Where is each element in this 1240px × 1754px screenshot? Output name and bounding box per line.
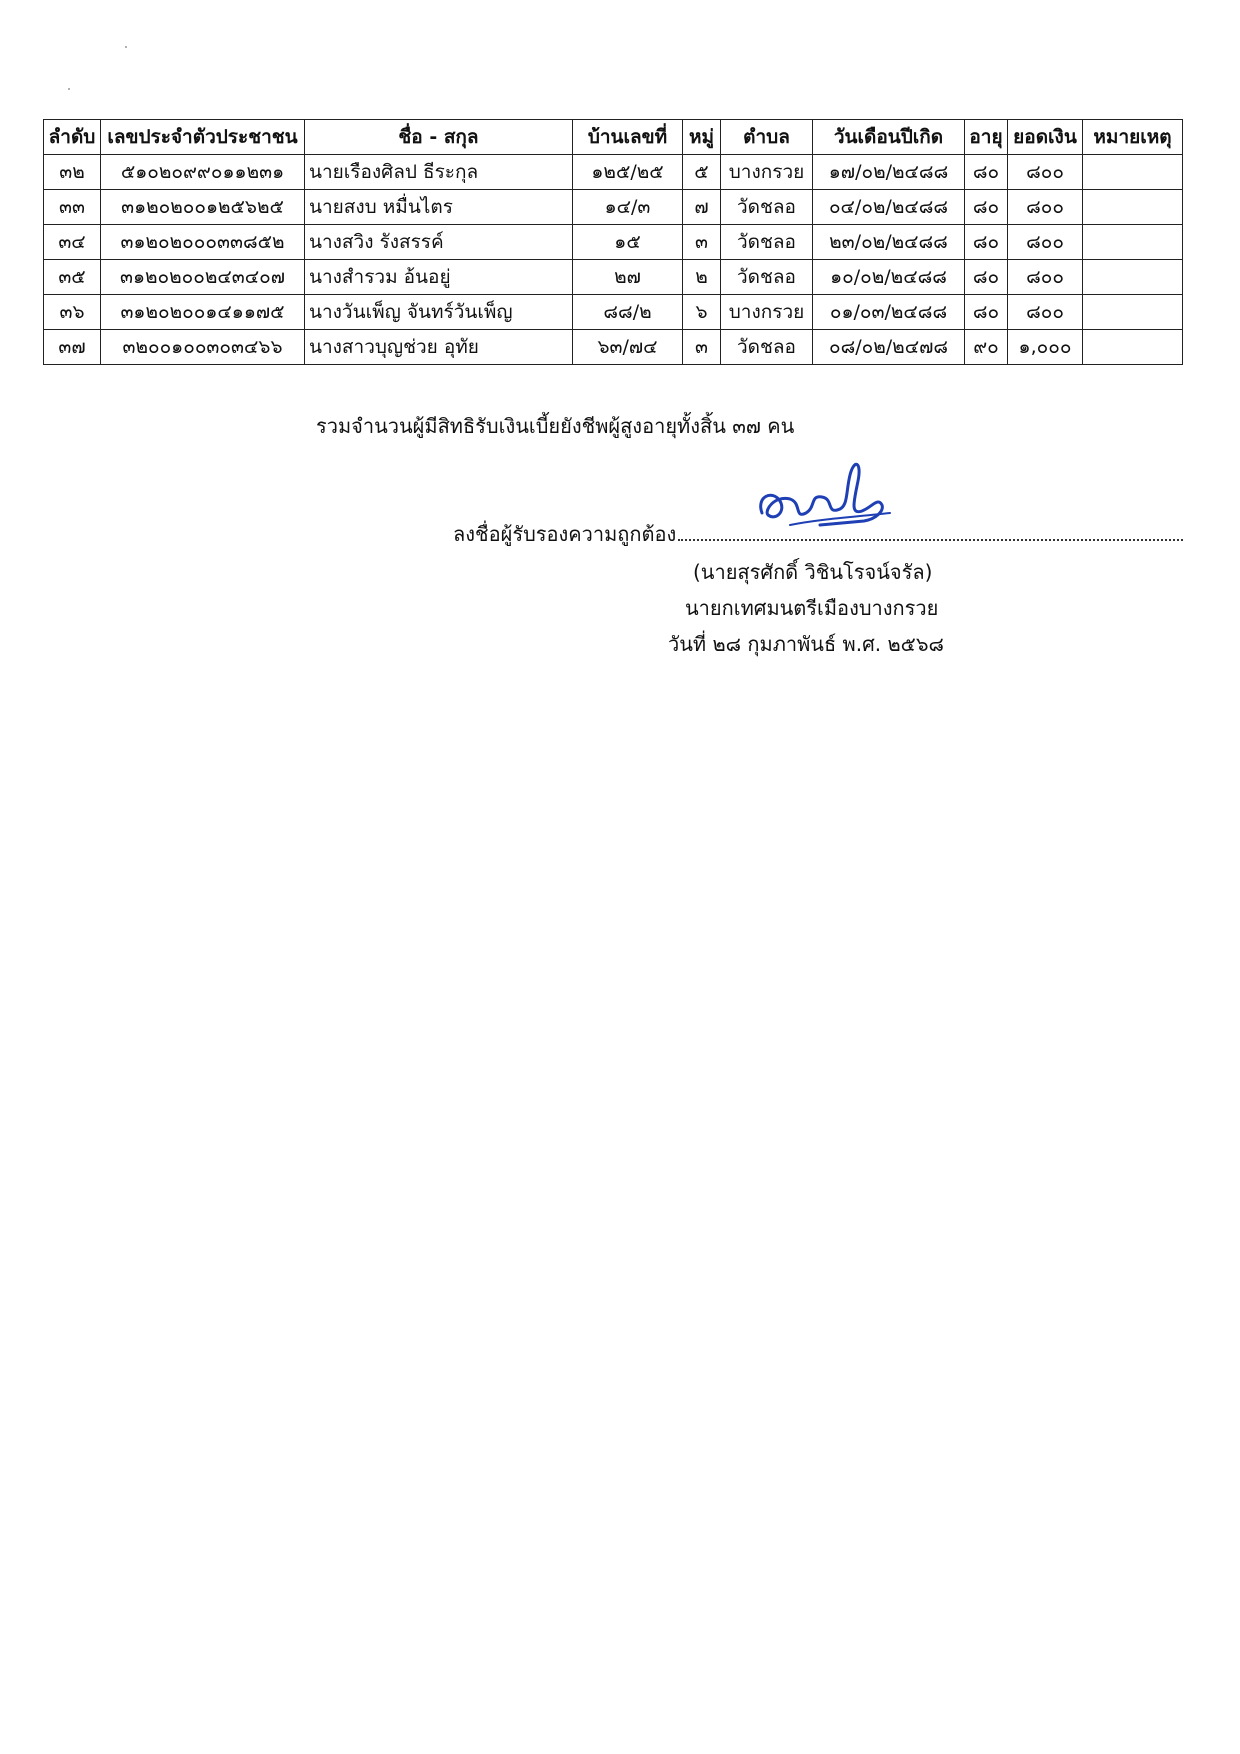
cell-birth-date: ๑๐/๐๒/๒๔๘๘ bbox=[813, 260, 965, 295]
cell-citizen-id: ๓๑๒๐๒๐๐๐๓๓๘๕๒ bbox=[101, 225, 305, 260]
cell-house-number: ๖๓/๗๔ bbox=[573, 330, 683, 365]
cell-remarks bbox=[1083, 260, 1183, 295]
table-row bbox=[44, 260, 1183, 295]
cell-village: ๕ bbox=[683, 155, 721, 190]
cell-full-name: นายสงบ หมื่นไตร bbox=[305, 190, 573, 225]
cell-seq: ๓๓ bbox=[44, 190, 101, 225]
cell-house-number: ๑๒๕/๒๕ bbox=[573, 155, 683, 190]
cell-village: ๖ bbox=[683, 295, 721, 330]
table-row bbox=[44, 155, 1183, 190]
cell-seq: ๓๕ bbox=[44, 260, 101, 295]
cell-citizen-id: ๕๑๐๒๐๙๙๐๑๑๒๓๑ bbox=[101, 155, 305, 190]
cell-citizen-id: ๓๑๒๐๒๐๐๑๔๑๑๗๕ bbox=[101, 295, 305, 330]
cell-remarks bbox=[1083, 225, 1183, 260]
table-row bbox=[44, 225, 1183, 260]
cell-birth-date: ๑๗/๐๒/๒๔๘๘ bbox=[813, 155, 965, 190]
signing-date: วันที่ ๒๘ กุมภาพันธ์ พ.ศ. ๒๕๖๘ bbox=[668, 632, 944, 656]
cell-citizen-id: ๓๑๒๐๒๐๐๑๒๕๖๒๕ bbox=[101, 190, 305, 225]
cell-amount: ๘๐๐ bbox=[1008, 260, 1083, 295]
cell-birth-date: ๐๘/๐๒/๒๔๗๘ bbox=[813, 330, 965, 365]
cell-subdistrict: วัดชลอ bbox=[721, 260, 813, 295]
cell-age: ๘๐ bbox=[965, 295, 1008, 330]
cell-full-name: นางสวิง รังสรรค์ bbox=[305, 225, 573, 260]
cell-birth-date: ๐๑/๐๓/๒๔๘๘ bbox=[813, 295, 965, 330]
scan-speck bbox=[68, 88, 70, 90]
cell-seq: ๓๖ bbox=[44, 295, 101, 330]
cell-amount: ๑,๐๐๐ bbox=[1008, 330, 1083, 365]
cell-citizen-id: ๓๒๐๐๑๐๐๓๐๓๔๖๖ bbox=[101, 330, 305, 365]
table-row bbox=[44, 190, 1183, 225]
table-header-row bbox=[44, 120, 1183, 155]
cell-full-name: นางวันเพ็ญ จันทร์วันเพ็ญ bbox=[305, 295, 573, 330]
header-age: อายุ bbox=[965, 120, 1008, 155]
cell-remarks bbox=[1083, 155, 1183, 190]
cell-age: ๘๐ bbox=[965, 155, 1008, 190]
cell-seq: ๓๔ bbox=[44, 225, 101, 260]
header-amount: ยอดเงิน bbox=[1008, 120, 1083, 155]
cell-subdistrict: วัดชลอ bbox=[721, 225, 813, 260]
signer-title: นายกเทศมนตรีเมืองบางกรวย bbox=[685, 596, 939, 620]
cell-full-name: นายเรืองศิลป ธีระกุล bbox=[305, 155, 573, 190]
recipient-total-summary: รวมจำนวนผู้มีสิทธิรับเงินเบี้ยยังชีพผู้สูงอายุทั้งสิ้น ๓๗ คน bbox=[316, 414, 795, 438]
cell-age: ๘๐ bbox=[965, 260, 1008, 295]
cell-subdistrict: บางกรวย bbox=[721, 155, 813, 190]
signer-name: (นายสุรศักดิ์ วิชินโรจน์จรัล) bbox=[693, 560, 933, 584]
cell-amount: ๘๐๐ bbox=[1008, 225, 1083, 260]
header-seq: ลำดับ bbox=[44, 120, 101, 155]
cell-age: ๘๐ bbox=[965, 190, 1008, 225]
cell-full-name: นางสาวบุญช่วย อุทัย bbox=[305, 330, 573, 365]
cell-citizen-id: ๓๑๒๐๒๐๐๒๔๓๔๐๗ bbox=[101, 260, 305, 295]
cell-remarks bbox=[1083, 190, 1183, 225]
cell-full-name: นางสำรวม อ้นอยู่ bbox=[305, 260, 573, 295]
cell-birth-date: ๐๔/๐๒/๒๔๘๘ bbox=[813, 190, 965, 225]
handwritten-signature bbox=[750, 455, 900, 550]
cell-subdistrict: วัดชลอ bbox=[721, 190, 813, 225]
cell-village: ๓ bbox=[683, 330, 721, 365]
header-village: หมู่ bbox=[683, 120, 721, 155]
cell-remarks bbox=[1083, 330, 1183, 365]
cell-house-number: ๒๗ bbox=[573, 260, 683, 295]
cell-subdistrict: บางกรวย bbox=[721, 295, 813, 330]
header-birth-date: วันเดือนปีเกิด bbox=[813, 120, 965, 155]
pension-recipient-table bbox=[43, 119, 1183, 365]
cell-house-number: ๘๘/๒ bbox=[573, 295, 683, 330]
scan-speck bbox=[125, 46, 127, 48]
cell-amount: ๘๐๐ bbox=[1008, 295, 1083, 330]
cell-house-number: ๑๔/๓ bbox=[573, 190, 683, 225]
cell-house-number: ๑๕ bbox=[573, 225, 683, 260]
cell-seq: ๓๗ bbox=[44, 330, 101, 365]
cell-amount: ๘๐๐ bbox=[1008, 155, 1083, 190]
cell-age: ๘๐ bbox=[965, 225, 1008, 260]
cell-age: ๙๐ bbox=[965, 330, 1008, 365]
header-citizen-id: เลขประจำตัวประชาชน bbox=[101, 120, 305, 155]
header-house-number: บ้านเลขที่ bbox=[573, 120, 683, 155]
table-row bbox=[44, 330, 1183, 365]
cell-amount: ๘๐๐ bbox=[1008, 190, 1083, 225]
cell-birth-date: ๒๓/๐๒/๒๔๘๘ bbox=[813, 225, 965, 260]
header-remarks: หมายเหตุ bbox=[1083, 120, 1183, 155]
cell-remarks bbox=[1083, 295, 1183, 330]
cell-village: ๗ bbox=[683, 190, 721, 225]
header-subdistrict: ตำบล bbox=[721, 120, 813, 155]
cell-village: ๓ bbox=[683, 225, 721, 260]
cell-subdistrict: วัดชลอ bbox=[721, 330, 813, 365]
header-full-name: ชื่อ - สกุล bbox=[305, 120, 573, 155]
cell-seq: ๓๒ bbox=[44, 155, 101, 190]
table-row bbox=[44, 295, 1183, 330]
cell-village: ๒ bbox=[683, 260, 721, 295]
certification-label: ลงชื่อผู้รับรองความถูกต้อง bbox=[453, 522, 677, 546]
